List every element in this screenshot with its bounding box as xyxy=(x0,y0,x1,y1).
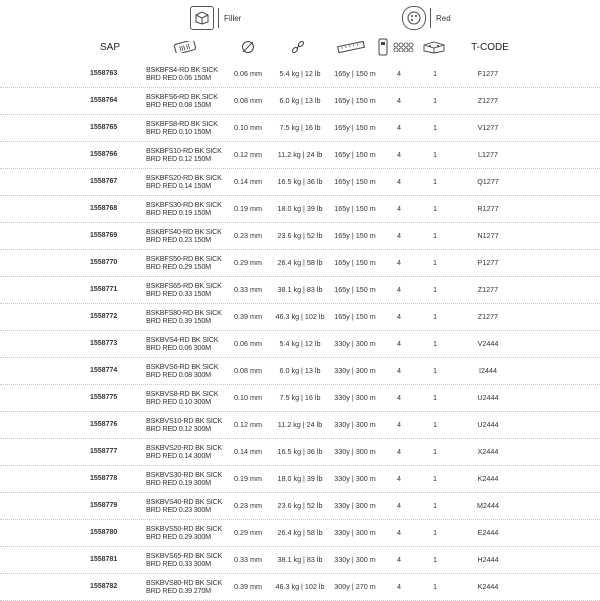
tcode-value: M2444 xyxy=(477,501,499,510)
spool-count: 4 xyxy=(397,69,401,78)
package-count: 1 xyxy=(433,231,437,240)
description-line-2: BRD RED 0.10 300M xyxy=(146,396,211,406)
product-description xyxy=(146,276,226,303)
description-line-1: BSKBFS20-RD BK SICK xyxy=(146,172,222,182)
description-line-2: BRD RED 0.19 150M xyxy=(146,207,211,217)
barcode-tag-icon xyxy=(170,37,200,57)
package-count: 1 xyxy=(433,204,437,213)
diameter-value: 0.19 mm xyxy=(234,204,262,213)
description-line-1: BSKBVS4-RD BK SICK xyxy=(146,334,219,344)
description-line-2: BRD RED 0.06 150M xyxy=(146,72,211,82)
description-line-1: BSKBVS80-RD BK SICK xyxy=(146,577,223,587)
description-line-1: BSKBFS6-RD BK SICK xyxy=(146,91,218,101)
product-description xyxy=(146,546,226,573)
description-line-2: BRD RED 0.08 300M xyxy=(146,369,211,379)
strength-value: 26.4 kg | 58 lb xyxy=(277,528,323,537)
description-line-1: BSKBVS8-RD BK SICK xyxy=(146,388,219,398)
table-row xyxy=(0,276,600,304)
spool-count: 4 xyxy=(397,474,401,483)
sap-number: 1558773 xyxy=(90,340,118,347)
spool-count: 4 xyxy=(397,177,401,186)
description-line-2: BRD RED 0.14 300M xyxy=(146,450,211,460)
diameter-value: 0.06 mm xyxy=(234,69,262,78)
sap-number: 1558768 xyxy=(90,205,118,212)
description-line-1: BSKBFS4-RD BK SICK xyxy=(146,64,218,74)
length-value: 165y | 150 m xyxy=(334,258,376,267)
table-header xyxy=(0,37,600,57)
strength-value: 6.0 kg | 13 lb xyxy=(279,96,321,105)
spool-count: 4 xyxy=(397,150,401,159)
strength-value: 23.6 kg | 52 lb xyxy=(277,501,323,510)
table-row xyxy=(0,195,600,223)
description-line-2: BRD RED 0.33 150M xyxy=(146,288,211,298)
length-value: 330y | 300 m xyxy=(334,501,376,510)
package-count: 1 xyxy=(433,177,437,186)
description-line-1: BSKBFS50-RD BK SICK xyxy=(146,253,222,263)
sap-number: 1558772 xyxy=(90,313,118,320)
product-description xyxy=(146,519,226,546)
package-count: 1 xyxy=(433,393,437,402)
sap-number: 1558776 xyxy=(90,421,118,428)
sap-number: 1558781 xyxy=(90,556,118,563)
package-count: 1 xyxy=(433,69,437,78)
description-line-2: BRD RED 0.33 300M xyxy=(146,558,211,568)
tcode-value: K2444 xyxy=(477,582,499,591)
sap-number: 1558777 xyxy=(90,448,118,455)
diameter-value: 0.08 mm xyxy=(234,96,262,105)
strength-value: 16.5 kg | 36 lb xyxy=(277,447,323,456)
spool-count: 4 xyxy=(397,285,401,294)
table-row xyxy=(0,438,600,466)
table-row xyxy=(0,114,600,142)
sap-number: 1558774 xyxy=(90,367,118,374)
length-value: 165y | 150 m xyxy=(334,69,376,78)
table-row xyxy=(0,411,600,439)
sap-number: 1558771 xyxy=(90,286,118,293)
diameter-value: 0.10 mm xyxy=(234,123,262,132)
product-description xyxy=(146,222,226,249)
spool-count: 4 xyxy=(397,528,401,537)
product-description xyxy=(146,465,226,492)
length-value: 165y | 150 m xyxy=(334,312,376,321)
tcode-value: F1277 xyxy=(477,69,499,78)
table-row xyxy=(0,465,600,493)
diameter-value: 0.14 mm xyxy=(234,447,262,456)
diameter-value: 0.29 mm xyxy=(234,258,262,267)
product-description xyxy=(146,411,226,438)
length-value: 165y | 150 m xyxy=(334,96,376,105)
filler-label: Filler xyxy=(224,13,242,23)
strength-value: 26.4 kg | 58 lb xyxy=(277,258,323,267)
description-line-1: BSKBVS65-RD BK SICK xyxy=(146,550,223,560)
product-description xyxy=(146,438,226,465)
strength-value: 7.5 kg | 16 lb xyxy=(279,393,321,402)
package-count: 1 xyxy=(433,366,437,375)
strength-value: 18.0 kg | 39 lb xyxy=(277,474,323,483)
diameter-value: 0.29 mm xyxy=(234,528,262,537)
diameter-value: 0.39 mm xyxy=(234,582,262,591)
red-badge xyxy=(402,6,451,30)
package-count: 1 xyxy=(433,582,437,591)
tcode-value: N1277 xyxy=(477,231,499,240)
diameter-value: 0.39 mm xyxy=(234,312,262,321)
tcode-value: X2444 xyxy=(477,447,499,456)
package-count: 1 xyxy=(433,528,437,537)
spool-count: 4 xyxy=(397,339,401,348)
table-row xyxy=(0,573,600,601)
description-line-2: BRD RED 0.12 150M xyxy=(146,153,211,163)
table-row xyxy=(0,141,600,169)
strength-value: 46.3 kg | 102 lb xyxy=(275,582,325,591)
description-line-2: BRD RED 0.29 300M xyxy=(146,531,211,541)
description-line-2: BRD RED 0.23 300M xyxy=(146,504,211,514)
diameter-icon xyxy=(238,37,258,57)
strength-value: 11.2 kg | 24 lb xyxy=(277,150,323,159)
strength-value: 38.1 kg | 83 lb xyxy=(277,555,323,564)
strength-value: 46.3 kg | 102 lb xyxy=(275,312,325,321)
product-description xyxy=(146,168,226,195)
spool-count: 4 xyxy=(397,447,401,456)
description-line-2: BRD RED 0.08 150M xyxy=(146,99,211,109)
product-description xyxy=(146,492,226,519)
diameter-value: 0.23 mm xyxy=(234,501,262,510)
length-value: 165y | 150 m xyxy=(334,204,376,213)
table-row xyxy=(0,87,600,115)
tcode-value: E2444 xyxy=(477,528,499,537)
length-value: 330y | 300 m xyxy=(334,474,376,483)
strength-value: 5.4 kg | 12 lb xyxy=(279,69,321,78)
spool-count: 4 xyxy=(397,96,401,105)
package-count: 1 xyxy=(433,312,437,321)
tcode-value: V2444 xyxy=(477,339,499,348)
length-value: 165y | 150 m xyxy=(334,123,376,132)
diameter-value: 0.10 mm xyxy=(234,393,262,402)
tcode-value: L1277 xyxy=(478,150,498,159)
description-line-1: BSKBVS6-RD BK SICK xyxy=(146,361,219,371)
header-tcode: T-CODE xyxy=(471,41,509,53)
description-line-1: BSKBVS20-RD BK SICK xyxy=(146,442,223,452)
length-value: 330y | 300 m xyxy=(334,420,376,429)
table-row xyxy=(0,222,600,250)
diameter-value: 0.12 mm xyxy=(234,420,262,429)
package-count: 1 xyxy=(433,96,437,105)
diameter-value: 0.12 mm xyxy=(234,150,262,159)
palette-icon xyxy=(402,6,426,30)
tcode-value: V1277 xyxy=(477,123,499,132)
table-row xyxy=(0,357,600,385)
description-line-1: BSKBVS10-RD BK SICK xyxy=(146,415,223,425)
strength-value: 11.2 kg | 24 lb xyxy=(277,420,323,429)
diameter-value: 0.14 mm xyxy=(234,177,262,186)
product-description xyxy=(146,141,226,168)
table-row xyxy=(0,384,600,412)
description-line-1: BSKBVS50-RD BK SICK xyxy=(146,523,223,533)
package-count: 1 xyxy=(433,447,437,456)
description-line-1: BSKBFS80-RD BK SICK xyxy=(146,307,222,317)
length-ruler-icon xyxy=(334,37,368,57)
top-bar xyxy=(0,6,600,32)
length-value: 330y | 300 m xyxy=(334,366,376,375)
description-line-1: BSKBFS8-RD BK SICK xyxy=(146,118,218,128)
package-count: 1 xyxy=(433,258,437,267)
table-row xyxy=(0,60,600,88)
tcode-value: K2444 xyxy=(477,474,499,483)
diameter-value: 0.23 mm xyxy=(234,231,262,240)
package-count: 1 xyxy=(433,555,437,564)
strength-value: 38.1 kg | 83 lb xyxy=(277,285,323,294)
sap-number: 1558767 xyxy=(90,178,118,185)
table-row xyxy=(0,330,600,358)
description-line-1: BSKBFS65-RD BK SICK xyxy=(146,280,222,290)
tcode-value: U2444 xyxy=(477,420,499,429)
filler-badge xyxy=(190,6,241,30)
table-row xyxy=(0,168,600,196)
sap-number: 1558782 xyxy=(90,583,118,590)
package-count: 1 xyxy=(433,339,437,348)
spool-count: 4 xyxy=(397,366,401,375)
package-count: 1 xyxy=(433,150,437,159)
sap-number: 1558765 xyxy=(90,124,118,131)
table-row xyxy=(0,249,600,277)
description-line-2: BRD RED 0.14 150M xyxy=(146,180,211,190)
table-row xyxy=(0,519,600,547)
description-line-2: BRD RED 0.10 150M xyxy=(146,126,211,136)
spool-icon xyxy=(376,37,390,57)
description-line-2: BRD RED 0.19 300M xyxy=(146,477,211,487)
package-count: 1 xyxy=(433,285,437,294)
spool-count: 4 xyxy=(397,501,401,510)
product-description xyxy=(146,384,226,411)
sap-number: 1558780 xyxy=(90,529,118,536)
product-description xyxy=(146,60,226,87)
description-line-1: BSKBFS30-RD BK SICK xyxy=(146,199,222,209)
tcode-value: I2444 xyxy=(479,366,497,375)
strength-value: 18.0 kg | 39 lb xyxy=(277,204,323,213)
description-line-2: BRD RED 0.29 150M xyxy=(146,261,211,271)
package-count: 1 xyxy=(433,420,437,429)
length-value: 330y | 300 m xyxy=(334,528,376,537)
red-label: Red xyxy=(436,13,451,23)
sap-number: 1558778 xyxy=(90,475,118,482)
spool-count: 4 xyxy=(397,204,401,213)
tcode-value: Z1277 xyxy=(477,96,499,105)
sap-number: 1558775 xyxy=(90,394,118,401)
diameter-value: 0.06 mm xyxy=(234,339,262,348)
product-description xyxy=(146,87,226,114)
sap-number: 1558763 xyxy=(90,70,118,77)
product-description xyxy=(146,303,226,330)
description-line-2: BRD RED 0.12 300M xyxy=(146,423,211,433)
chain-strength-icon xyxy=(288,37,308,57)
description-line-2: BRD RED 0.06 300M xyxy=(146,342,211,352)
package-icon xyxy=(420,37,448,57)
length-value: 330y | 300 m xyxy=(334,555,376,564)
description-line-1: BSKBVS40-RD BK SICK xyxy=(146,496,223,506)
length-value: 165y | 150 m xyxy=(334,150,376,159)
strength-value: 16.5 kg | 36 lb xyxy=(277,177,323,186)
length-value: 330y | 300 m xyxy=(334,339,376,348)
product-description xyxy=(146,114,226,141)
product-description xyxy=(146,249,226,276)
description-line-1: BSKBFS40-RD BK SICK xyxy=(146,226,222,236)
tcode-value: H2444 xyxy=(477,555,499,564)
sap-number: 1558779 xyxy=(90,502,118,509)
strength-value: 5.4 kg | 12 lb xyxy=(279,339,321,348)
tcode-value: U2444 xyxy=(477,393,499,402)
description-line-2: BRD RED 0.39 150M xyxy=(146,315,211,325)
product-description xyxy=(146,195,226,222)
sap-number: 1558766 xyxy=(90,151,118,158)
description-line-1: BSKBFS10-RD BK SICK xyxy=(146,145,222,155)
diameter-value: 0.33 mm xyxy=(234,555,262,564)
spool-count: 4 xyxy=(397,420,401,429)
table-row xyxy=(0,546,600,574)
tcode-value: R1277 xyxy=(477,204,499,213)
description-line-2: BRD RED 0.39 270M xyxy=(146,585,211,595)
box-icon xyxy=(190,6,214,30)
length-value: 330y | 300 m xyxy=(334,447,376,456)
table-row xyxy=(0,492,600,520)
tcode-value: P1277 xyxy=(477,258,499,267)
spool-count: 4 xyxy=(397,555,401,564)
package-count: 1 xyxy=(433,501,437,510)
sap-number: 1558770 xyxy=(90,259,118,266)
strength-value: 6.0 kg | 13 lb xyxy=(279,366,321,375)
spool-count: 4 xyxy=(397,312,401,321)
length-value: 330y | 300 m xyxy=(334,393,376,402)
description-line-1: BSKBVS30-RD BK SICK xyxy=(146,469,223,479)
package-count: 1 xyxy=(433,123,437,132)
spool-count: 4 xyxy=(397,231,401,240)
diameter-value: 0.33 mm xyxy=(234,285,262,294)
spool-count: 4 xyxy=(397,123,401,132)
package-count: 1 xyxy=(433,474,437,483)
diameter-value: 0.08 mm xyxy=(234,366,262,375)
multi-spool-icon xyxy=(392,37,416,57)
spool-count: 4 xyxy=(397,393,401,402)
spool-count: 4 xyxy=(397,582,401,591)
description-line-2: BRD RED 0.23 150M xyxy=(146,234,211,244)
length-value: 165y | 150 m xyxy=(334,231,376,240)
strength-value: 23.6 kg | 52 lb xyxy=(277,231,323,240)
product-description xyxy=(146,573,226,600)
tcode-value: Z1277 xyxy=(477,312,499,321)
diameter-value: 0.19 mm xyxy=(234,474,262,483)
tcode-value: Q1277 xyxy=(477,177,499,186)
header-sap: SAP xyxy=(100,41,121,53)
product-description xyxy=(146,330,226,357)
sap-number: 1558764 xyxy=(90,97,118,104)
tcode-value: Z1277 xyxy=(477,285,499,294)
product-description xyxy=(146,357,226,384)
length-value: 165y | 150 m xyxy=(334,177,376,186)
strength-value: 7.5 kg | 16 lb xyxy=(279,123,321,132)
sap-number: 1558769 xyxy=(90,232,118,239)
table-row xyxy=(0,303,600,331)
length-value: 300y | 270 m xyxy=(334,582,376,591)
length-value: 165y | 150 m xyxy=(334,285,376,294)
spool-count: 4 xyxy=(397,258,401,267)
